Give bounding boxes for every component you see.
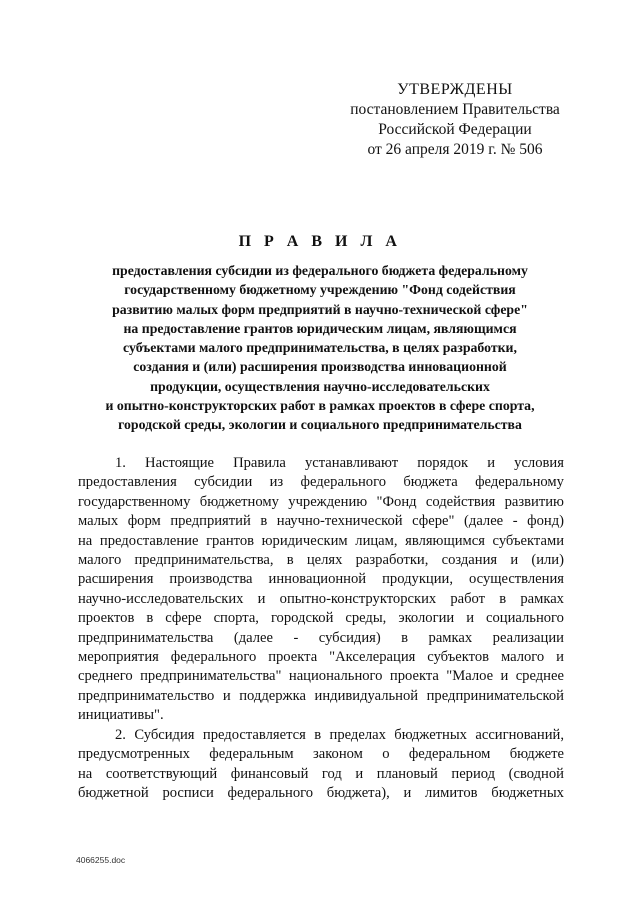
- body-word: условия: [514, 455, 564, 471]
- body-line: [78, 629, 564, 648]
- body-word: работ: [450, 590, 486, 607]
- body-word: федерального: [300, 474, 387, 491]
- body-word: субъектов: [427, 649, 490, 666]
- body-word: социального: [486, 610, 564, 627]
- body-word: и: [355, 765, 364, 782]
- body-word: являющимся: [405, 532, 485, 549]
- subtitle-line: развитию малых форм предприятий в научно-технической сфере": [112, 301, 528, 317]
- body-line: [78, 473, 564, 492]
- body-word: из: [269, 474, 284, 491]
- body-word: законом: [312, 746, 363, 763]
- body-word: -: [512, 513, 518, 530]
- body-word: 1.: [115, 455, 126, 471]
- body-word: мероприятия: [78, 649, 159, 666]
- body-word: поддержка: [239, 687, 306, 704]
- body-word: предприятий: [170, 513, 251, 530]
- body-word: малых: [78, 513, 119, 530]
- body-word: в: [260, 513, 268, 530]
- body-word: развитию: [504, 493, 564, 510]
- body-word: бюджетной: [78, 784, 149, 801]
- document-subtitle: [78, 261, 562, 435]
- subtitle-line: создания и (или) расширения производства инновационной: [133, 359, 507, 375]
- body-word: среды,: [345, 610, 387, 627]
- body-word: росписи: [162, 784, 214, 801]
- body-word: осуществления: [469, 571, 564, 588]
- body-word: бюджета: [403, 474, 458, 491]
- body-line: [78, 648, 564, 667]
- subtitle-line: субъектами малого предпринимательства, в целях разработки,: [123, 340, 517, 356]
- body-line: [78, 551, 564, 570]
- body-word: рамках: [428, 629, 473, 646]
- subtitle-line: государственному бюджетному учреждению "Фонд содействия: [124, 282, 516, 298]
- body-word: предоставляется: [202, 726, 306, 743]
- body-word: среднее: [515, 668, 564, 685]
- body-word: в: [146, 610, 154, 627]
- body-word: продукции,: [382, 571, 453, 588]
- approval-line-2: Российской Федерации: [378, 121, 532, 138]
- body-line: [78, 609, 564, 628]
- body-word: (сводной: [508, 765, 564, 782]
- body-word: период: [451, 765, 496, 782]
- body-word: разработки,: [355, 552, 429, 569]
- approval-line-1: постановлением Правительства: [350, 101, 560, 118]
- body-line: [78, 493, 564, 512]
- body-word: (или): [531, 552, 564, 569]
- body-word: ассигнований,: [475, 726, 564, 743]
- body-line: инициативы".: [78, 707, 164, 724]
- body-word: бюджета),: [326, 784, 390, 801]
- body-word: Настоящие: [145, 455, 214, 471]
- body-word: содействия: [425, 493, 496, 510]
- body-word: устанавливают: [304, 455, 399, 471]
- body-word: федеральным: [209, 746, 294, 763]
- body-word: рамках: [520, 590, 564, 607]
- body-word: и: [257, 590, 266, 607]
- body-word: предпринимательской: [426, 687, 564, 704]
- body-word: в: [401, 629, 409, 646]
- body-word: соответствующий: [105, 765, 218, 782]
- body-word: порядок: [417, 455, 469, 471]
- body-word: научно-технической: [276, 513, 403, 530]
- body-word: в: [286, 552, 294, 569]
- body-line: [78, 590, 564, 609]
- body-word: предпринимательства": [140, 668, 282, 685]
- subtitle-line: и опытно-конструкторских работ в рамках проектов в сфере спорта,: [105, 398, 535, 414]
- body-word: бюджете: [509, 746, 564, 763]
- body-word: "Акселерация: [329, 649, 416, 666]
- body-word: бюджетных: [491, 784, 564, 801]
- body-word: сфере": [412, 513, 455, 530]
- subtitle-line: предоставления субсидии из федерального бюджета федеральному: [112, 263, 528, 278]
- body-word: проектов: [78, 610, 135, 627]
- body-word: субсидия): [318, 629, 381, 646]
- body-word: научно-исследовательских: [78, 590, 244, 607]
- body-word: создания: [441, 552, 498, 569]
- body-word: финансовый: [230, 765, 309, 782]
- body-word: форм: [127, 513, 161, 530]
- body-word: опытно-конструкторских: [279, 590, 437, 607]
- file-name-footer: 4066255.doc: [76, 855, 126, 865]
- body-line: [78, 570, 564, 589]
- body-word: и: [500, 668, 509, 685]
- body-word: предоставления: [78, 474, 177, 491]
- body-word: малого: [500, 649, 545, 666]
- body-word: малого: [78, 552, 122, 569]
- body-word: "Фонд: [376, 493, 417, 510]
- body-word: инновационной: [268, 571, 367, 588]
- body-word: федерального: [227, 784, 314, 801]
- body-word: индивидуальной: [314, 687, 419, 704]
- body-word: федерального: [170, 649, 257, 666]
- body-word: и: [222, 687, 231, 704]
- body-word: городской: [270, 610, 334, 627]
- body-line: [78, 765, 564, 784]
- body-word: о: [382, 746, 390, 763]
- body-word: фонд): [527, 513, 564, 530]
- body-word: субсидии: [194, 474, 253, 491]
- body-word: и: [556, 649, 564, 666]
- body-line: [78, 454, 564, 473]
- body-word: предпринимательство: [78, 687, 215, 704]
- body-word: 2.: [115, 726, 126, 743]
- body-word: лицам,: [355, 532, 398, 549]
- body-word: спорта,: [213, 610, 259, 627]
- body-word: производства: [169, 571, 253, 588]
- subtitle-line: городской среды, экологии и социального предпринимательства: [118, 417, 522, 433]
- body-word: проекта: [389, 668, 439, 685]
- body-line: [78, 687, 564, 706]
- body-word: федеральном: [408, 746, 491, 763]
- body-word: Правила: [233, 455, 286, 471]
- body-word: федеральному: [475, 474, 564, 491]
- body-word: сфере: [165, 610, 202, 627]
- body-word: реализации: [492, 629, 564, 646]
- body-word: предпринимательства,: [134, 552, 274, 569]
- body-word: на: [78, 765, 93, 782]
- body-word: бюджетных: [394, 726, 467, 743]
- document-body: [78, 454, 564, 803]
- body-word: (далее: [464, 513, 504, 530]
- body-word: национального: [288, 668, 383, 685]
- body-word: государственному: [78, 493, 191, 510]
- body-word: юридическим: [261, 532, 348, 549]
- subtitle-line: продукции, осуществления научно-исследовательских: [150, 378, 490, 394]
- body-word: (далее: [233, 629, 274, 646]
- body-word: субъектами: [492, 532, 564, 549]
- body-word: и: [466, 610, 475, 627]
- body-word: в: [314, 726, 322, 743]
- approval-line-3: от 26 апреля 2019 г. № 506: [367, 141, 543, 158]
- body-word: "Малое: [446, 668, 494, 685]
- body-word: в: [499, 590, 507, 607]
- approval-heading: УТВЕРЖДЕНЫ: [397, 81, 513, 98]
- body-word: предоставление: [99, 532, 199, 549]
- body-word: плановый: [376, 765, 438, 782]
- body-word: предусмотренных: [78, 746, 190, 763]
- body-word: и: [487, 455, 496, 471]
- body-word: на: [78, 532, 93, 549]
- body-word: бюджетному: [199, 493, 279, 510]
- body-word: лимитов: [425, 784, 478, 801]
- body-line: [78, 667, 564, 686]
- document-title: П Р А В И Л А: [238, 233, 402, 250]
- body-word: расширения: [78, 571, 154, 588]
- body-word: учреждению: [288, 493, 368, 510]
- body-line: [78, 532, 564, 551]
- body-line: [78, 745, 564, 764]
- body-word: -: [293, 629, 299, 646]
- body-word: год: [321, 765, 342, 782]
- body-word: экологии: [398, 610, 455, 627]
- body-word: и: [403, 784, 412, 801]
- body-word: пределах: [329, 726, 386, 743]
- body-word: целях: [306, 552, 343, 569]
- body-word: среднего: [78, 668, 133, 685]
- body-line: [78, 512, 564, 531]
- approval-block: [300, 80, 610, 160]
- body-line: [78, 726, 564, 745]
- subtitle-line: на предоставление грантов юридическим лицам, являющимся: [123, 320, 517, 336]
- body-word: и: [510, 552, 519, 569]
- body-line: [78, 784, 564, 803]
- body-word: Субсидия: [134, 726, 195, 743]
- body-word: проекта: [268, 649, 318, 666]
- body-word: предпринимательства: [78, 629, 214, 646]
- body-word: грантов: [206, 532, 255, 549]
